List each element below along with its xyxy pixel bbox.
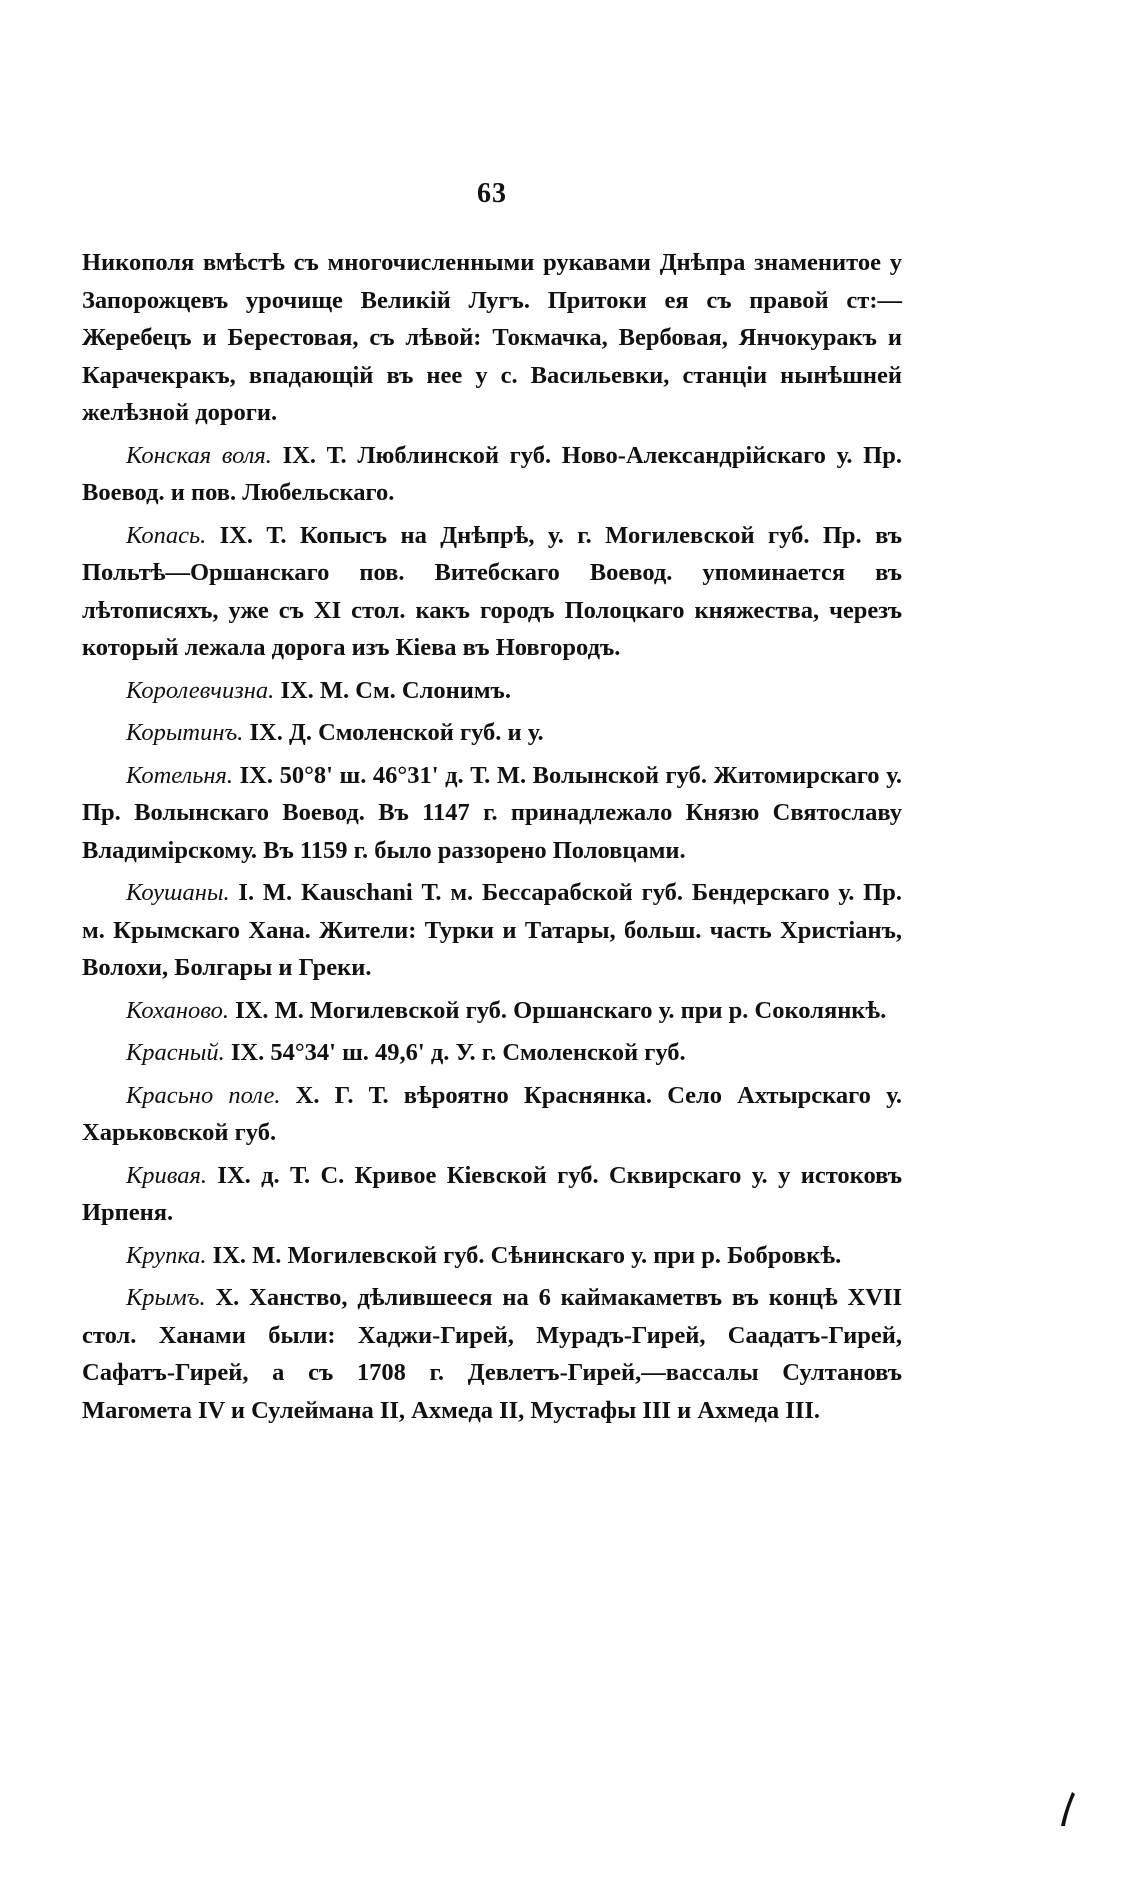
entry-term: Крымъ. — [126, 1284, 206, 1311]
paragraph — [82, 992, 902, 1030]
paragraph — [82, 757, 902, 870]
entry-text: IX. М. Могилевской губ. Сѣнинскаго у. при р. Бобровкѣ. — [206, 1241, 842, 1269]
entry-term: Коханово. — [126, 996, 229, 1024]
paragraph — [82, 437, 902, 512]
entry-term: Котельня. — [126, 761, 234, 789]
entry-term: Королевчизна. — [126, 676, 275, 704]
body-text — [82, 244, 902, 1434]
entry-text: X. Г. Т. вѣроятно Краснянка. Село Ахтырскаго у. Харьковской губ. — [82, 1081, 902, 1146]
entry-text: IX. 50°8' ш. 46°31' д. Т. М. Волынской губ. Житомирскаго у. Пр. Волынскаго Воевод. Въ 1147 г. принадлежало Князю Святославу Владимірскому. Въ 1159 г. было раззорено Половцами. — [82, 761, 902, 864]
paragraph — [82, 714, 902, 752]
paragraph — [82, 1157, 902, 1232]
paragraph — [82, 517, 902, 667]
entry-text: IX. М. См. Слонимъ. — [274, 676, 511, 704]
entry-term: Крупка. — [126, 1241, 207, 1269]
entry-term: Корытинъ. — [126, 719, 244, 746]
entry-term: Конская воля. — [126, 441, 272, 469]
entry-text: IX. Т. Копысъ на Днѣпрѣ, у. г. Могилевской губ. Пр. въ Польтѣ—Оршанскаго пов. Витебскаго Воевод. упоминается въ лѣтописяхъ, уже съ XI стол. какъ городъ Полоцкаго княжества, черезъ который лежала дорога изъ Кіева въ Новгородъ. — [82, 521, 902, 661]
entry-text: I. М. Kauschani Т. м. Бессарабской губ. Бендерскаго у. Пр. м. Крымскаго Хана. Жители: Турки и Татары, больш. часть Христіанъ, Волохи, Болгары и Греки. — [82, 879, 902, 981]
entry-text: X. Ханство, дѣлившееся на 6 каймакаметвъ въ концѣ XVII стол. Ханами были: Хаджи-Гирей, Мурадъ-Гирей, Саадатъ-Гирей, Сафатъ-Гирей, а съ 1708 г. Девлетъ-Гирей,—вассалы Султановъ Магомета IV и Сулеймана II, Ахмеда II, Мустафы III и Ахмеда III. — [82, 1284, 902, 1424]
paragraph — [82, 244, 902, 432]
entry-term: Красный. — [126, 1039, 225, 1066]
entry-text: IX. д. Т. С. Кривое Кіевской губ. Сквирскаго у. у истоковъ Ирпеня. — [82, 1161, 902, 1226]
paragraph — [82, 1237, 902, 1275]
entry-text: IX. Т. Люблинской губ. Ново-Александрійскаго у. Пр. Воевод. и пов. Любельскаго. — [82, 441, 902, 506]
paragraph — [82, 1077, 902, 1152]
entry-term: Коушаны. — [126, 879, 230, 906]
paragraph — [82, 672, 902, 710]
paragraph — [82, 874, 902, 987]
entry-term: Красьно поле. — [126, 1081, 281, 1109]
entry-text: IX. Д. Смоленской губ. и у. — [243, 719, 544, 746]
entry-text: IX. 54°34' ш. 49,6' д. У. г. Смоленской губ. — [224, 1039, 686, 1066]
page-number: 63 — [477, 178, 507, 209]
paragraph — [82, 1034, 902, 1072]
ink-mark-icon — [1058, 1790, 1078, 1830]
entry-text: IX. М. Могилевской губ. Оршанскаго у. при р. Соколянкѣ. — [229, 996, 887, 1024]
entry-text: Никополя вмѣстѣ съ многочисленными рукавами Днѣпра знаменитое у Запорожцевъ урочище Великій Лугъ. Притоки ея съ правой ст:—Жеребецъ и Берестовая, съ лѣвой: Токмачка, Вербовая, Янчокуракъ и Карачекракъ, впадающій въ нее у с. Васильевки, станціи нынѣшней желѣзной дороги. — [82, 249, 902, 426]
entry-term: Кривая. — [126, 1161, 208, 1189]
paragraph — [82, 1279, 902, 1429]
entry-term: Копась. — [126, 521, 207, 549]
